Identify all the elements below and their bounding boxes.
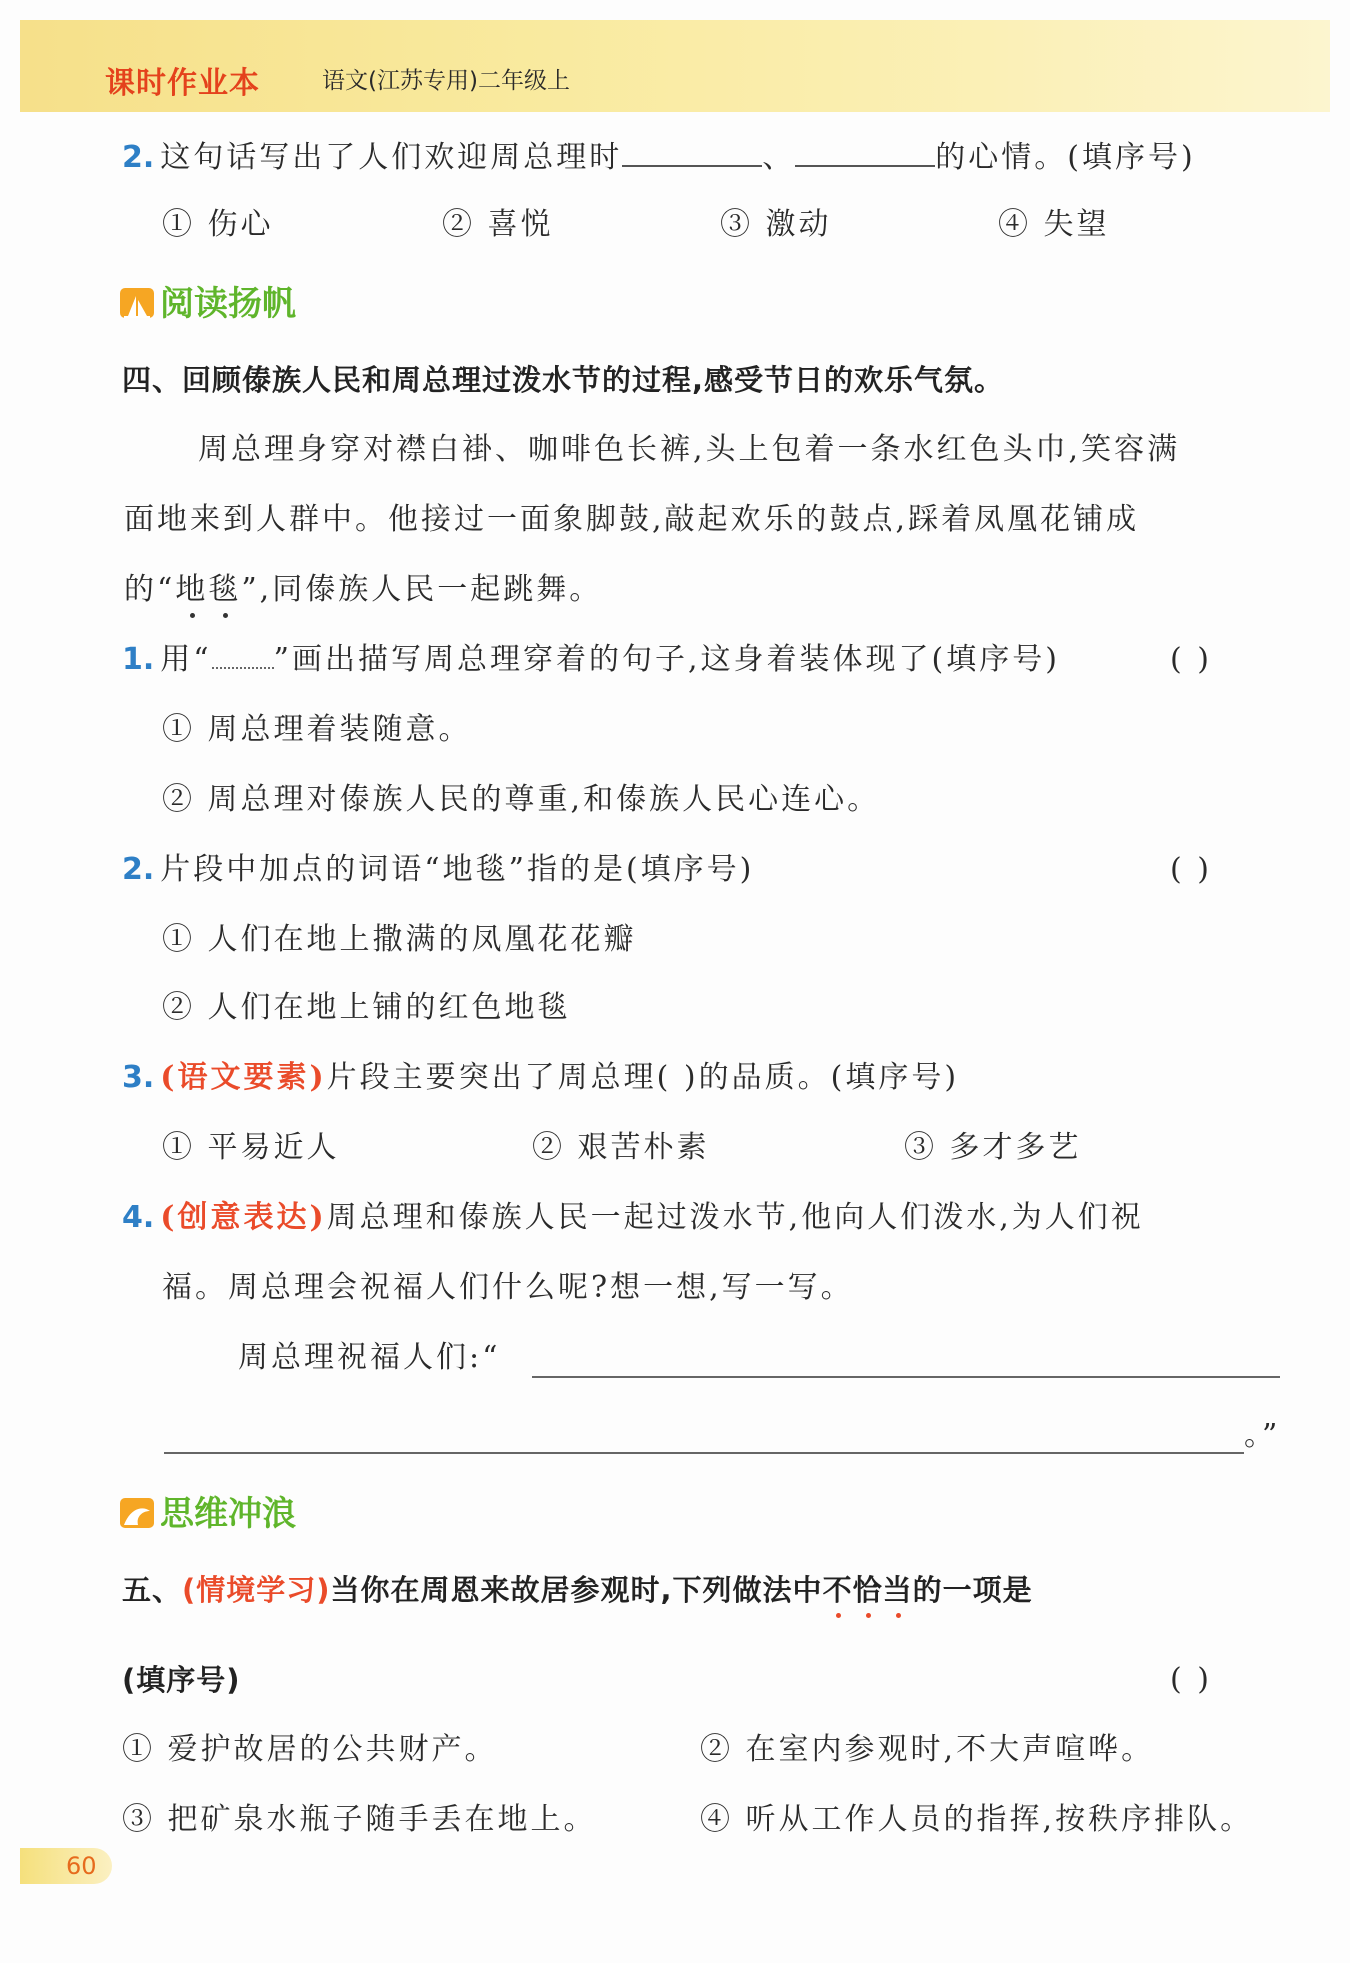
question-number: 2. [122,140,155,175]
writing-line[interactable] [532,1376,1280,1378]
question-2-top: 2. 这句话写出了人们欢迎周总理时 、 的心情。(填序号) [122,135,1196,178]
option: ③ 把矿泉水瓶子随手丢在地上。 [122,1802,597,1837]
wavy-line-mark [212,641,274,669]
option: ① 人们在地上撒满的凤凰花花瓣 [162,922,637,957]
part-5-line2: (填序号) [122,1663,241,1697]
option: ② 喜悦 [442,207,554,242]
option: ① 爱护故居的公共财产。 [122,1732,498,1767]
option: ① 周总理着装随意。 [162,712,472,747]
question-4-line2: 福。周总理会祝福人们什么呢?想一想,写一写。 [162,1270,854,1305]
sail-icon [120,288,154,318]
surf-icon [120,1498,154,1528]
section-thinking: 思维冲浪 [120,1492,296,1536]
book-subtitle: 语文(江苏专用)二年级上 [322,68,570,94]
option: ③ 激动 [720,207,832,242]
passage-line: 的“地毯”,同傣族人民一起跳舞。 [124,570,602,610]
question-1: 1. 用“ ”画出描写周总理穿着的句子,这身着装体现了(填序号) [122,642,1060,677]
question-4: 4. (创意表达)周总理和傣族人民一起过泼水节,他向人们泼水,为人们祝 [122,1200,1144,1235]
passage-line: 周总理身穿对襟白褂、咖啡色长裤,头上包着一条水红色头巾,笑容满 [198,432,1181,467]
question-2: 2. 片段中加点的词语“地毯”指的是(填序号) [122,852,755,887]
section-reading: 阅读扬帆 [120,282,296,326]
page-number: 60 [20,1848,112,1884]
option: ④ 失望 [998,207,1110,242]
option: ② 人们在地上铺的红色地毯 [162,990,571,1025]
passage-line: 面地来到人群中。他接过一面象脚鼓,敲起欢乐的鼓点,踩着凤凰花铺成 [124,502,1140,537]
part-5-heading: 五、(情境学习)当你在周恩来故居参观时,下列做法中不恰当的一项是 [122,1570,1033,1610]
option: ② 在室内参观时,不大声喧哗。 [700,1732,1155,1767]
answer-paren[interactable]: ( ) [1170,642,1212,677]
option: ① 伤心 [162,207,274,242]
blessing-lead: 周总理祝福人们:“ [238,1340,501,1375]
option: ② 艰苦朴素 [532,1130,710,1165]
blessing-end: 。” [1244,1418,1281,1453]
option: ② 周总理对傣族人民的尊重,和傣族人民心连心。 [162,782,881,817]
answer-paren[interactable]: ( ) [1170,852,1212,887]
answer-blank[interactable] [622,135,762,167]
answer-paren[interactable]: ( ) [1170,1662,1212,1697]
question-3: 3. (语文要素)片段主要突出了周总理( )的品质。(填序号) [122,1060,960,1095]
option: ① 平易近人 [162,1130,340,1165]
part-4-heading: 四、回顾傣族人民和周总理过泼水节的过程,感受节日的欢乐气氛。 [122,363,1005,397]
option: ③ 多才多艺 [904,1130,1082,1165]
answer-blank[interactable] [795,135,935,167]
option: ④ 听从工作人员的指挥,按秩序排队。 [700,1802,1254,1837]
book-series-title: 课时作业本 [105,66,260,101]
writing-line[interactable] [164,1452,1244,1454]
